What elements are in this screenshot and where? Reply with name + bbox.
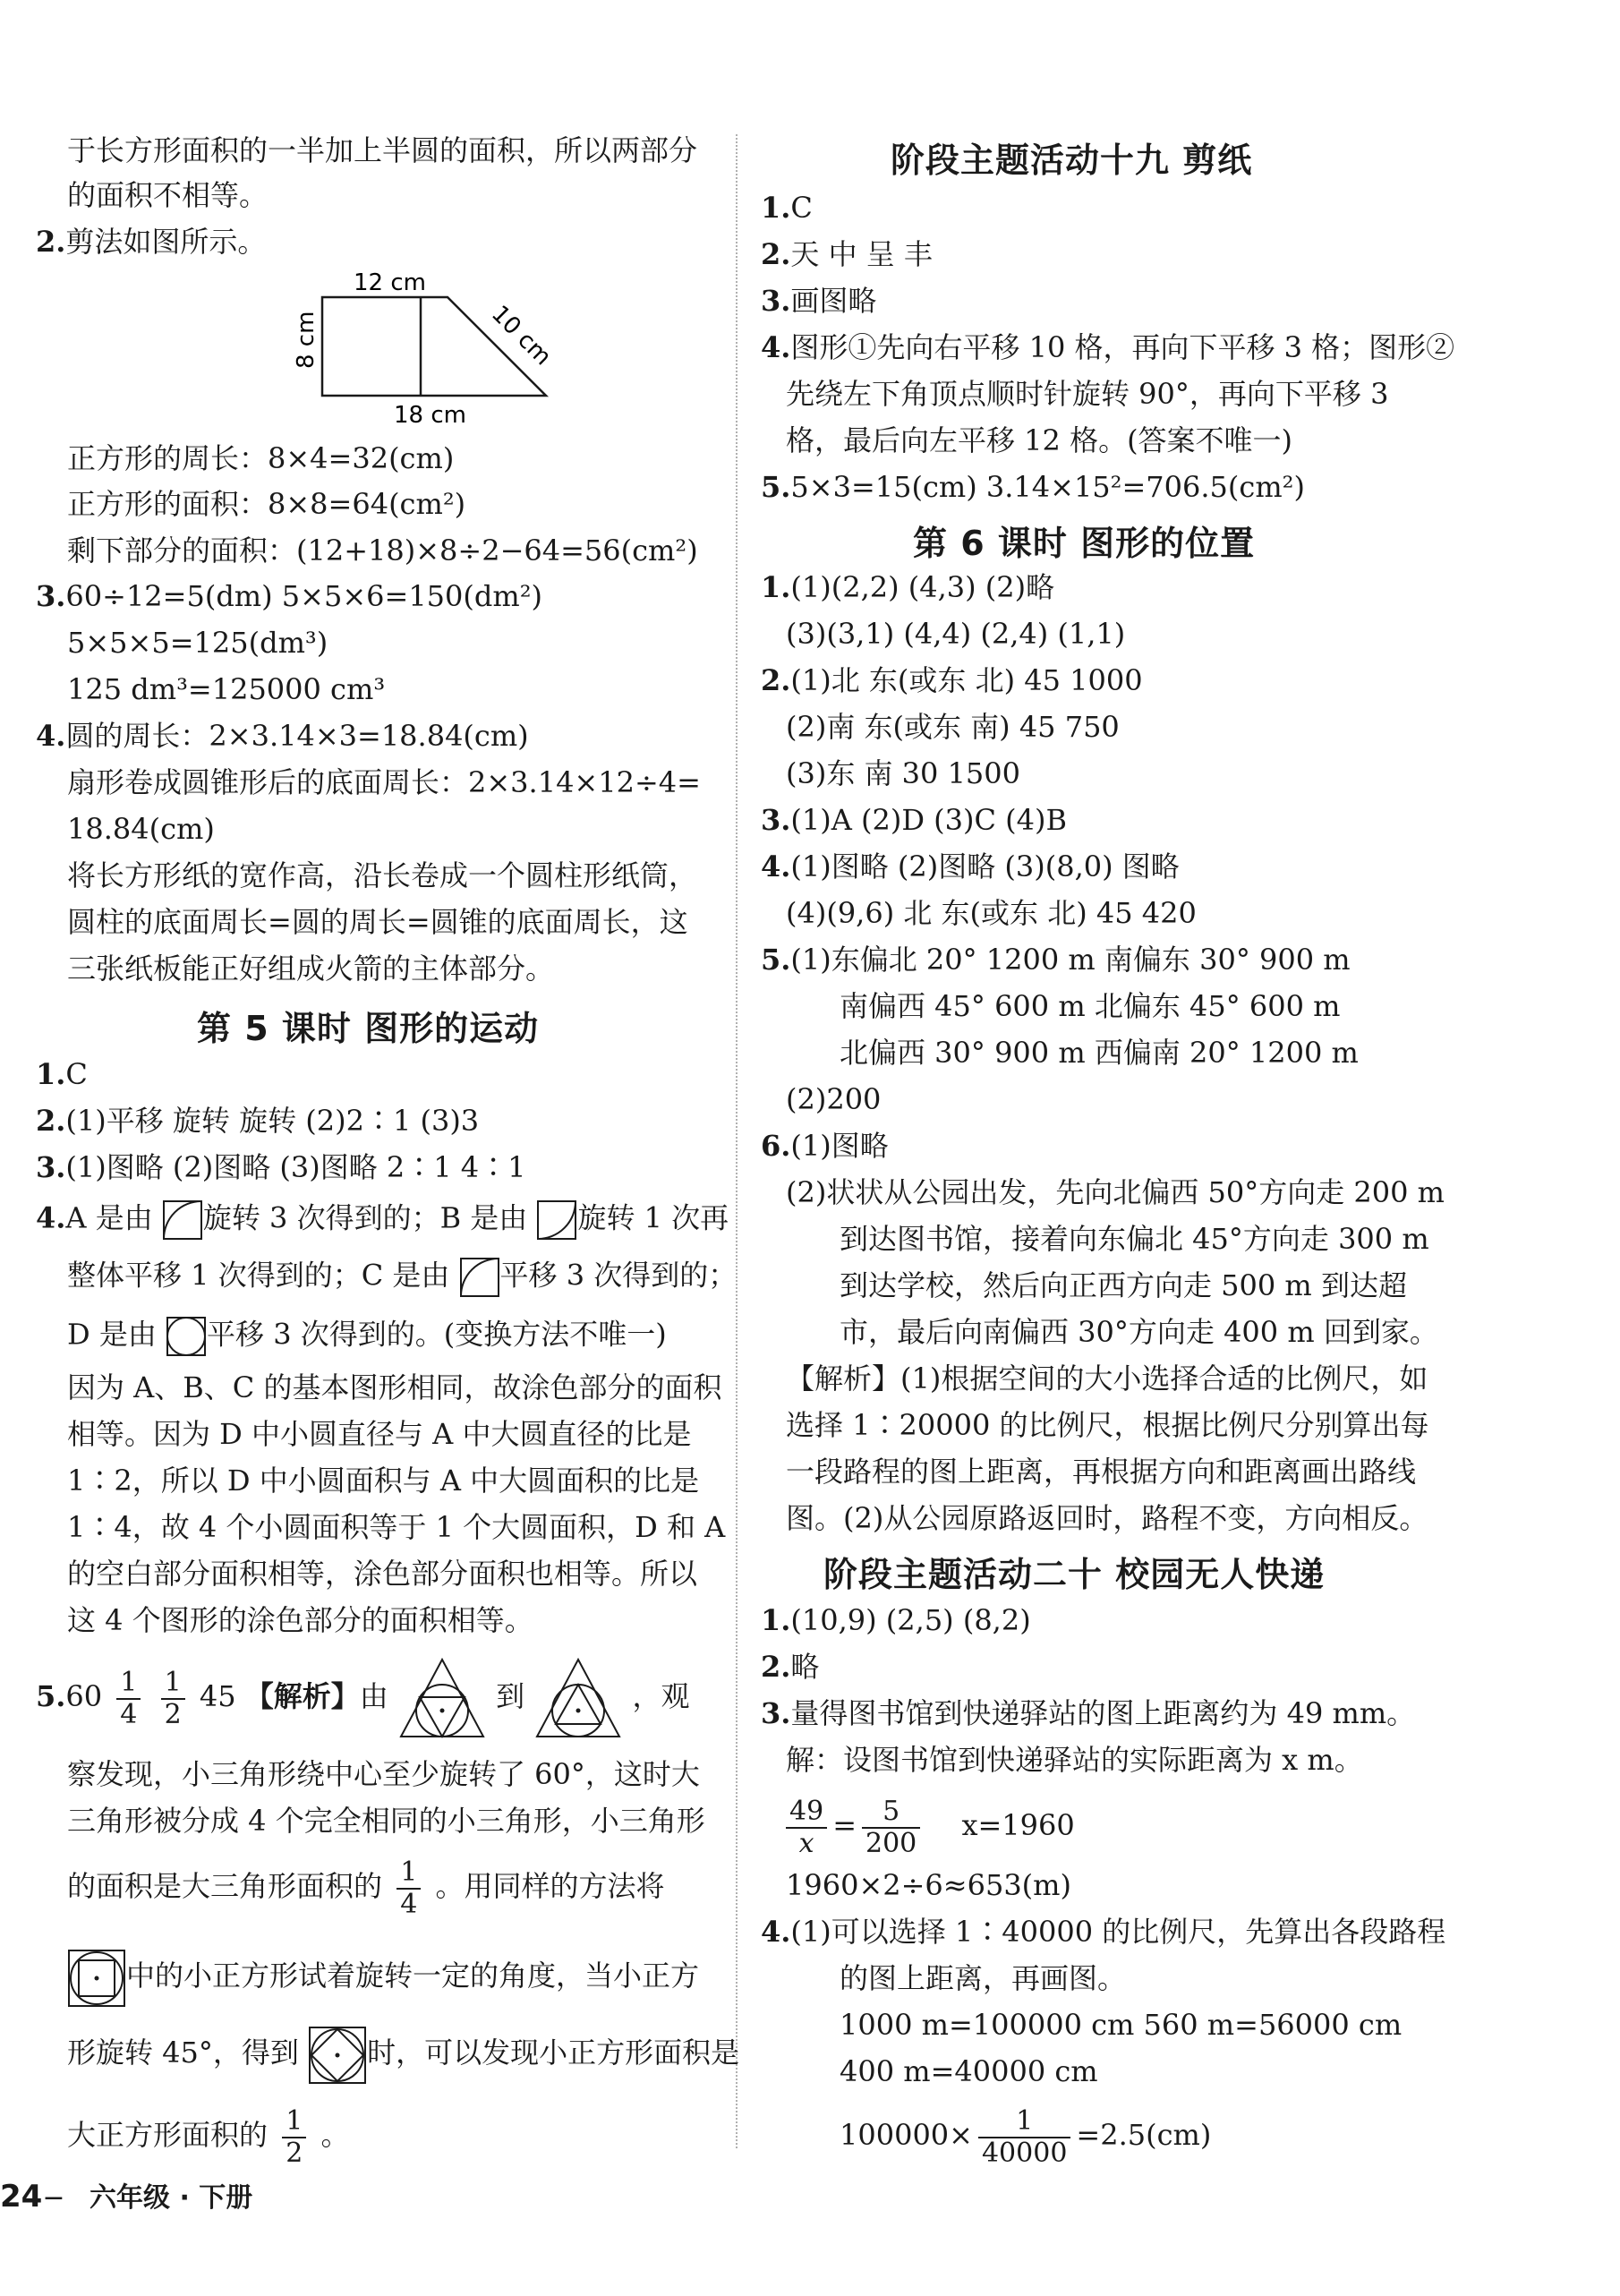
question-text: (1)图略 xyxy=(790,1129,889,1163)
question-text: 图形①先向右平移 10 格，再向下平移 3 格；图形② xyxy=(790,330,1455,364)
text-fragment: 100000× xyxy=(840,2118,973,2152)
question-text: C xyxy=(790,191,813,225)
text-fragment: 的面积是大三角形面积的 xyxy=(67,1869,383,1903)
quarter-arc-shape-b-icon xyxy=(536,1199,577,1241)
value: 45 xyxy=(199,1679,236,1713)
section-heading: 阶段主题活动十九 剪纸 xyxy=(891,141,1253,180)
question-number: 4. xyxy=(36,719,66,753)
text-line xyxy=(67,1944,699,2008)
text-line: (3)(3,1) (4,4) (2,4) (1,1) xyxy=(786,617,1126,651)
question-text: C xyxy=(65,1057,88,1091)
text-line: 三张纸板能正好组成火箭的主体部分。 xyxy=(67,952,555,986)
question-number: 1. xyxy=(36,1057,66,1091)
text-line: 格，最后向左平移 12 格。(答案不唯一) xyxy=(786,423,1293,457)
text-fragment: 。 xyxy=(320,2118,350,2152)
question-text: 圆的周长：2×3.14×3=18.84(cm) xyxy=(65,719,529,753)
text-line xyxy=(67,1257,737,1298)
answer-1 xyxy=(761,190,813,226)
numerator: 1 xyxy=(161,1668,185,1700)
text-line: 1960×2÷6≈653(m) xyxy=(786,1868,1071,1902)
question-number: 3. xyxy=(36,1150,66,1184)
answer-6 xyxy=(761,1128,889,1164)
text-line: 扇形卷成圆锥形后的底面周长：2×3.14×12÷4= xyxy=(67,765,701,799)
question-number: 2. xyxy=(36,1104,66,1138)
denominator: 200 xyxy=(865,1827,917,1859)
question-text: 剪法如图所示。 xyxy=(65,225,267,259)
question-number: 2. xyxy=(761,237,791,271)
question-number: 1. xyxy=(761,1603,791,1637)
question-text: 天 中 呈 丰 xyxy=(790,237,933,271)
question-number: 6. xyxy=(761,1129,791,1163)
page-footer xyxy=(0,2175,252,2215)
triangle-in-circle-figure-a xyxy=(397,1656,487,1742)
answer-3 xyxy=(761,1695,1415,1731)
answer-5 xyxy=(761,942,1351,977)
text-line: 18.84(cm) xyxy=(67,812,215,846)
question-number: 2. xyxy=(761,663,791,697)
quarter-arc-shape-c-icon xyxy=(459,1257,500,1298)
value: 60 xyxy=(65,1679,103,1713)
analysis-line: 一段路程的图上距离，再根据方向和距离画出路线 xyxy=(786,1455,1417,1489)
question-number: 4. xyxy=(36,1200,66,1235)
question-number: 3. xyxy=(761,284,791,318)
text-line: 正方形的面积：8×8=64(cm²) xyxy=(67,487,466,521)
rotated-square-icon xyxy=(308,2026,367,2085)
numerator: 1 xyxy=(282,2106,306,2138)
answer-3 xyxy=(36,1149,526,1185)
text-line: 三角形被分成 4 个完全相同的小三角形，小三角形 xyxy=(67,1804,705,1838)
text-line: 南偏西 45° 600 m 北偏东 45° 600 m xyxy=(840,989,1341,1023)
question-text: 5×3=15(cm) 3.14×15²=706.5(cm²) xyxy=(790,470,1305,504)
question-number: 5. xyxy=(36,1679,66,1713)
left-label: 8 cm xyxy=(293,311,320,369)
text-line: 400 m=40000 cm xyxy=(840,2054,1098,2088)
analysis-tag: 【解析】 xyxy=(244,1679,360,1713)
page-number: 24 xyxy=(0,2179,43,2215)
text-fragment: 时，可以发现小正方形面积是 xyxy=(367,2036,740,2070)
text-line: 剩下部分的面积：(12+18)×8÷2−64=56(cm²) xyxy=(67,533,698,568)
fraction xyxy=(978,2106,1070,2169)
text-line: 1∶2，所以 D 中小圆面积与 A 中大圆面积的比是 xyxy=(67,1464,700,1498)
denominator: 2 xyxy=(286,2137,303,2169)
question-text: (1)可以选择 1∶40000 的比例尺，先算出各段路程 xyxy=(790,1915,1446,1949)
text-fragment: 平移 3 次得到的。(变换方法不唯一) xyxy=(207,1317,667,1352)
text-fragment: =2.5(cm) xyxy=(1076,2118,1212,2152)
question-number: 4. xyxy=(761,1915,791,1949)
numerator: 5 xyxy=(862,1797,920,1829)
answer-4 xyxy=(761,329,1454,365)
text-line: 到达学校，然后向正西方向走 500 m 到达超 xyxy=(840,1268,1407,1302)
grade-label: 六年级 · 下册 xyxy=(90,2182,253,2214)
text-line: 的面积不相等。 xyxy=(67,178,269,212)
answer-4 xyxy=(761,1914,1445,1950)
text-line: 这 4 个图形的涂色部分的面积相等。 xyxy=(67,1603,533,1637)
answer-3 xyxy=(761,283,876,319)
denominator: 2 xyxy=(164,1698,182,1730)
section-heading: 第 5 课时 图形的运动 xyxy=(197,1009,540,1048)
question-number: 3. xyxy=(761,803,791,837)
answer-2 xyxy=(761,236,933,272)
question-text: (10,9) (2,5) (8,2) xyxy=(790,1603,1031,1637)
fraction xyxy=(282,2106,306,2169)
text-line: (2)状状从公园出发，先向北偏西 50°方向走 200 m xyxy=(786,1175,1445,1209)
question-text: (1)东偏北 20° 1200 m 南偏东 30° 900 m xyxy=(790,943,1351,977)
question-number: 4. xyxy=(761,330,791,364)
bottom-label: 18 cm xyxy=(394,402,466,429)
denominator: 40000 xyxy=(981,2137,1068,2169)
triangle-in-circle-figure-b xyxy=(533,1656,623,1742)
question-3 xyxy=(36,578,542,614)
question-number: 1. xyxy=(761,191,791,225)
text-line: 1∶4，故 4 个小圆面积等于 1 个大圆面积，D 和 A xyxy=(67,1510,726,1544)
slant-label: 10 cm xyxy=(486,300,557,371)
question-number: 5. xyxy=(761,943,791,977)
answer-2 xyxy=(761,662,1143,698)
section-heading: 阶段主题活动二十 校园无人快递 xyxy=(823,1555,1326,1594)
equals-sign: = xyxy=(832,1808,857,1842)
circle-in-square-icon xyxy=(166,1316,207,1357)
answer-1 xyxy=(761,1602,1031,1638)
fraction xyxy=(396,1857,421,1920)
question-4 xyxy=(36,718,529,754)
text-fragment: D 是由 xyxy=(67,1317,157,1352)
text-fragment: 平移 3 次得到的； xyxy=(499,1258,738,1293)
text-line xyxy=(67,2021,739,2085)
quarter-arc-shape-icon xyxy=(162,1199,203,1241)
answer-5 xyxy=(761,469,1305,505)
text-line: 市，最后向南偏西 30°方向走 400 m 回到家。 xyxy=(840,1315,1438,1349)
text-fragment: 整体平移 1 次得到的；C 是由 xyxy=(67,1258,450,1293)
column-divider xyxy=(736,134,738,2148)
text-line: (2)南 东(或东 南) 45 750 xyxy=(786,710,1120,744)
numerator: 1 xyxy=(116,1668,141,1700)
text-line xyxy=(840,2095,1211,2175)
text-fragment: 中的小正方形试着旋转一定的角度，当小正方 xyxy=(126,1959,700,1993)
question-text: (1)图略 (2)图略 (3)图略 2∶1 4∶1 xyxy=(65,1150,526,1184)
denominator: 4 xyxy=(400,1888,418,1920)
numerator: 1 xyxy=(396,1857,421,1890)
trapezoid-figure xyxy=(251,269,573,429)
answer-2 xyxy=(761,1649,819,1685)
question-number: 2. xyxy=(761,1650,791,1684)
question-number: 1. xyxy=(761,570,791,604)
question-2 xyxy=(36,224,266,260)
answer-4 xyxy=(761,849,1180,884)
text-line: 的图上距离，再画图。 xyxy=(840,1961,1127,1995)
text-fragment: A 是由 xyxy=(65,1200,153,1235)
question-text: (1)北 东(或东 北) 45 1000 xyxy=(790,663,1143,697)
text-line: 解：设图书馆到快递驿站的实际距离为 x m。 xyxy=(786,1743,1363,1777)
question-number: 3. xyxy=(761,1696,791,1730)
text-line: 圆柱的底面周长=圆的周长=圆锥的底面周长，这 xyxy=(67,905,688,939)
text-line: 5×5×5=125(dm³) xyxy=(67,626,328,660)
question-text: 略 xyxy=(790,1650,820,1684)
analysis-line: 图。(2)从公园原路返回时，路程不变，方向相反。 xyxy=(786,1501,1428,1535)
square-in-square-icon xyxy=(67,1949,126,2008)
question-text: (1)图略 (2)图略 (3)(8,0) 图略 xyxy=(790,849,1180,883)
question-text: 60÷12=5(dm) 5×5×6=150(dm²) xyxy=(65,579,543,613)
analysis-line: 【解析】(1)根据空间的大小选择合适的比例尺，如 xyxy=(786,1361,1428,1396)
text-line: (3)东 南 30 1500 xyxy=(786,756,1021,790)
text-line xyxy=(67,1316,667,1357)
question-number: 5. xyxy=(761,470,791,504)
answer-2 xyxy=(36,1103,479,1139)
text-line: 到达图书馆，接着向东偏北 45°方向走 300 m xyxy=(840,1222,1429,1256)
proportion-equation xyxy=(786,1785,1075,1865)
text-fragment: 到 xyxy=(496,1679,525,1713)
question-text: (1)平移 旋转 旋转 (2)2∶1 (3)3 xyxy=(65,1104,480,1138)
text-line: 北偏西 30° 900 m 西偏南 20° 1200 m xyxy=(840,1036,1359,1070)
text-fragment: 旋转 1 次再 xyxy=(577,1200,729,1235)
text-line: 察发现，小三角形绕中心至少旋转了 60°，这时大 xyxy=(67,1757,700,1791)
fraction xyxy=(116,1668,141,1730)
top-label: 12 cm xyxy=(354,269,426,296)
question-number: 4. xyxy=(761,849,791,883)
text-line: 相等。因为 D 中小圆直径与 A 中大圆直径的比是 xyxy=(67,1417,692,1451)
question-text: (1)(2,2) (4,3) (2)略 xyxy=(790,570,1055,604)
text-line: 1000 m=100000 cm 560 m=56000 cm xyxy=(840,2008,1403,2042)
answer-5 xyxy=(36,1652,689,1742)
numerator: 1 xyxy=(978,2106,1070,2138)
text-fragment: 由 xyxy=(359,1679,388,1713)
text-line xyxy=(67,1846,664,1926)
fraction xyxy=(786,1797,827,1859)
numerator: 49 xyxy=(786,1797,827,1829)
answer-3 xyxy=(761,802,1067,838)
text-line: (2)200 xyxy=(786,1082,882,1116)
equation-result: x=1960 xyxy=(961,1808,1075,1842)
denominator: x xyxy=(798,1827,814,1859)
text-fragment: ，观 xyxy=(632,1679,690,1713)
question-number: 2. xyxy=(36,225,66,259)
question-number: 3. xyxy=(36,579,66,613)
text-line xyxy=(67,2095,349,2175)
text-line: 125 dm³=125000 cm³ xyxy=(67,672,386,706)
text-line: 先绕左下角顶点顺时针旋转 90°，再向下平移 3 xyxy=(786,377,1389,411)
text-fragment: 形旋转 45°，得到 xyxy=(67,2036,299,2070)
text-fragment: 旋转 3 次得到的；B 是由 xyxy=(202,1200,528,1235)
question-text: 量得图书馆到快递驿站的图上距离约为 49 mm。 xyxy=(790,1696,1416,1730)
text-line: 将长方形纸的宽作高，沿长卷成一个圆柱形纸筒， xyxy=(67,858,698,892)
fraction xyxy=(161,1668,185,1730)
text-line: (4)(9,6) 北 东(或东 北) 45 420 xyxy=(786,896,1197,930)
text-line: 的空白部分面积相等，涂色部分面积也相等。所以 xyxy=(67,1557,698,1591)
answer-1 xyxy=(761,569,1054,605)
question-text: 画图略 xyxy=(790,284,877,318)
text-line: 于长方形面积的一半加上半圆的面积，所以两部分 xyxy=(67,133,698,167)
section-heading: 第 6 课时 图形的位置 xyxy=(913,524,1256,563)
answer-1 xyxy=(36,1056,88,1092)
fraction xyxy=(862,1797,920,1859)
text-line: 因为 A、B、C 的基本图形相同，故涂色部分的面积 xyxy=(67,1370,722,1404)
text-line: 正方形的周长：8×4=32(cm) xyxy=(67,441,455,475)
analysis-line: 选择 1∶20000 的比例尺，根据比例尺分别算出每 xyxy=(786,1408,1429,1442)
question-text: (1)A (2)D (3)C (4)B xyxy=(790,803,1067,837)
text-fragment: 。用同样的方法将 xyxy=(435,1869,665,1903)
denominator: 4 xyxy=(120,1698,138,1730)
answer-4 xyxy=(36,1199,729,1241)
footer-separator: − xyxy=(42,2182,65,2214)
text-fragment: 大正方形面积的 xyxy=(67,2118,269,2152)
